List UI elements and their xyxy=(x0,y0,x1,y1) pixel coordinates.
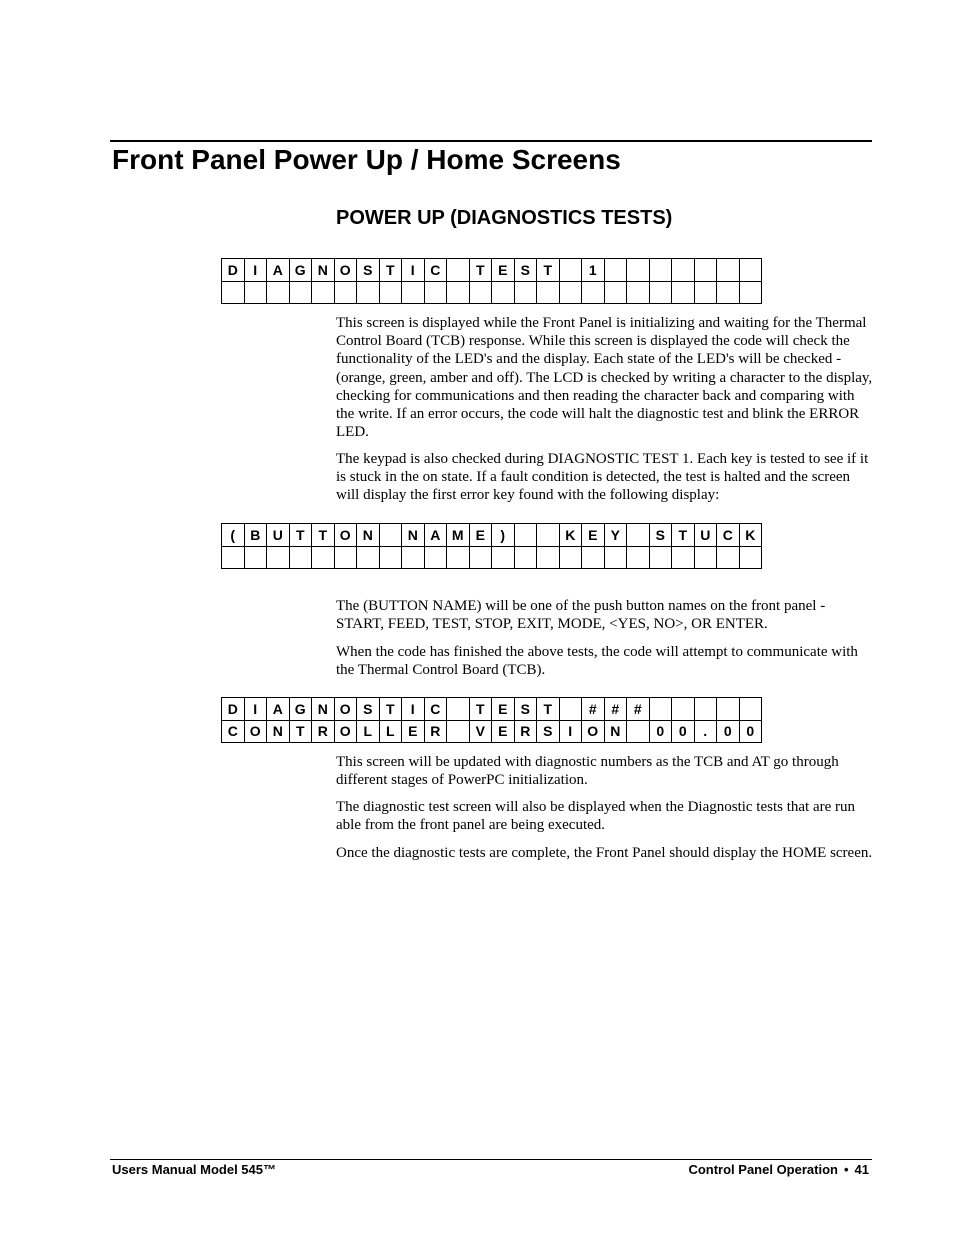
lcd-cell xyxy=(672,546,695,569)
lcd-cell xyxy=(694,698,717,721)
lcd-cell xyxy=(559,546,582,569)
lcd-cell xyxy=(739,259,762,282)
lcd-cell: ) xyxy=(492,524,515,547)
lcd-cell xyxy=(447,720,470,743)
lcd-cell: 0 xyxy=(739,720,762,743)
lcd-cell: L xyxy=(379,720,402,743)
lcd-cell xyxy=(514,546,537,569)
lcd-cell: # xyxy=(604,698,627,721)
lcd-cell xyxy=(312,281,335,304)
lcd-cell: I xyxy=(402,698,425,721)
lcd-cell: # xyxy=(582,698,605,721)
footer-manual-title: Users Manual Model 545™ xyxy=(112,1162,276,1177)
lcd-row xyxy=(222,524,762,547)
lcd-cell xyxy=(537,546,560,569)
lcd-cell xyxy=(289,281,312,304)
paragraph: This screen is displayed while the Front Panel is initializing and waiting for the Thermal Control Board (TCB) response. While this screen is displayed the code will check the functionality of the LED's and the display. Each state of the LED's will be checked - (orange, green, amber and off). The LCD is checked by writing a character to the display, checking for communications and then reading the character back and comparing with the write. If an error occurs, the code will halt the diagnostic test and blink the ERROR LED. xyxy=(336,315,873,441)
lcd-cell: G xyxy=(289,259,312,282)
lcd-cell: A xyxy=(424,524,447,547)
lcd-cell: L xyxy=(357,720,380,743)
lcd-row xyxy=(222,546,762,569)
lcd-cell: C xyxy=(424,698,447,721)
lcd-cell: N xyxy=(267,720,290,743)
lcd-cell: R xyxy=(514,720,537,743)
lcd-cell xyxy=(649,281,672,304)
lcd-cell: N xyxy=(312,259,335,282)
lcd-cell xyxy=(627,259,650,282)
lcd-cell xyxy=(402,546,425,569)
lcd-cell: C xyxy=(222,720,245,743)
lcd-cell xyxy=(739,281,762,304)
lcd-cell xyxy=(447,698,470,721)
lcd-cell: T xyxy=(469,698,492,721)
lcd-cell xyxy=(559,281,582,304)
lcd-cell: B xyxy=(244,524,267,547)
lcd-cell: T xyxy=(379,698,402,721)
lcd-cell: I xyxy=(559,720,582,743)
lcd-row xyxy=(222,720,762,743)
lcd-cell: R xyxy=(424,720,447,743)
lcd-cell xyxy=(379,281,402,304)
lcd-cell: 0 xyxy=(649,720,672,743)
lcd-cell xyxy=(537,524,560,547)
lcd-cell xyxy=(447,546,470,569)
lcd-cell xyxy=(672,281,695,304)
lcd-cell xyxy=(492,281,515,304)
lcd-cell: S xyxy=(357,259,380,282)
lcd-cell: O xyxy=(334,259,357,282)
lcd-cell: T xyxy=(469,259,492,282)
lcd-cell: Y xyxy=(604,524,627,547)
lcd-cell xyxy=(672,259,695,282)
lcd-cell xyxy=(649,698,672,721)
lcd-cell: O xyxy=(244,720,267,743)
paragraph: The (BUTTON NAME) will be one of the push button names on the front panel - START, FEED, TEST, STOP, EXIT, MODE, <YES, NO>, OR ENTER. xyxy=(336,598,826,633)
lcd-display-key-stuck xyxy=(221,523,762,569)
lcd-cell: I xyxy=(402,259,425,282)
lcd-cell xyxy=(717,281,740,304)
lcd-cell xyxy=(222,281,245,304)
lcd-cell xyxy=(379,546,402,569)
section-subheading: POWER UP (DIAGNOSTICS TESTS) xyxy=(336,207,673,229)
lcd-display-controller-version xyxy=(221,697,762,743)
lcd-cell: U xyxy=(694,524,717,547)
lcd-cell xyxy=(447,281,470,304)
lcd-cell xyxy=(717,259,740,282)
lcd-cell: K xyxy=(559,524,582,547)
lcd-cell xyxy=(492,546,515,569)
lcd-row xyxy=(222,698,762,721)
lcd-cell xyxy=(694,281,717,304)
lcd-cell xyxy=(379,524,402,547)
page-heading: Front Panel Power Up / Home Screens xyxy=(112,144,621,175)
lcd-cell: I xyxy=(244,259,267,282)
lcd-cell: C xyxy=(424,259,447,282)
lcd-cell: O xyxy=(334,698,357,721)
lcd-cell: E xyxy=(492,259,515,282)
lcd-cell xyxy=(424,546,447,569)
lcd-cell: E xyxy=(402,720,425,743)
lcd-cell: T xyxy=(289,720,312,743)
lcd-cell xyxy=(267,546,290,569)
lcd-cell xyxy=(424,281,447,304)
lcd-cell: S xyxy=(514,698,537,721)
lcd-cell: O xyxy=(582,720,605,743)
lcd-cell: U xyxy=(267,524,290,547)
paragraph: When the code has finished the above tests, the code will attempt to communicate with the Thermal Control Board (TCB). xyxy=(336,644,858,679)
lcd-cell xyxy=(469,281,492,304)
lcd-cell xyxy=(649,546,672,569)
lcd-cell xyxy=(514,281,537,304)
paragraph: The diagnostic test screen will also be displayed when the Diagnostic tests that are run able from the front panel are being executed. xyxy=(336,799,856,834)
lcd-cell xyxy=(627,720,650,743)
lcd-cell: D xyxy=(222,259,245,282)
lcd-cell xyxy=(627,524,650,547)
lcd-cell xyxy=(267,281,290,304)
lcd-cell: T xyxy=(379,259,402,282)
lcd-cell: S xyxy=(649,524,672,547)
lcd-cell xyxy=(402,281,425,304)
lcd-cell xyxy=(627,281,650,304)
lcd-cell xyxy=(694,546,717,569)
lcd-cell xyxy=(312,546,335,569)
lcd-cell xyxy=(357,281,380,304)
lcd-cell: T xyxy=(537,698,560,721)
lcd-cell: N xyxy=(604,720,627,743)
lcd-cell: G xyxy=(289,698,312,721)
lcd-cell: T xyxy=(289,524,312,547)
lcd-cell: E xyxy=(582,524,605,547)
lcd-cell: I xyxy=(244,698,267,721)
lcd-row xyxy=(222,259,762,282)
lcd-cell xyxy=(289,546,312,569)
lcd-cell: 0 xyxy=(717,720,740,743)
footer-section-name: Control Panel Operation xyxy=(688,1162,838,1177)
lcd-cell: O xyxy=(334,524,357,547)
lcd-cell xyxy=(649,259,672,282)
lcd-cell xyxy=(604,281,627,304)
lcd-cell xyxy=(514,524,537,547)
lcd-cell xyxy=(604,546,627,569)
lcd-cell: V xyxy=(469,720,492,743)
footer-bullet: • xyxy=(843,1162,849,1177)
lcd-cell: N xyxy=(357,524,380,547)
lcd-cell xyxy=(222,546,245,569)
lcd-cell xyxy=(244,281,267,304)
paragraph: The keypad is also checked during DIAGNOSTIC TEST 1. Each key is tested to see if it is stuck in the on state. If a fault condition is detected, the test is halted and the screen will display the first error key found with the following display: xyxy=(336,451,869,504)
lcd-cell: N xyxy=(402,524,425,547)
lcd-cell xyxy=(357,546,380,569)
lcd-cell xyxy=(334,546,357,569)
lcd-cell: T xyxy=(537,259,560,282)
lcd-cell: C xyxy=(717,524,740,547)
lcd-cell xyxy=(244,546,267,569)
lcd-cell xyxy=(559,259,582,282)
lcd-cell xyxy=(582,546,605,569)
lcd-cell: D xyxy=(222,698,245,721)
paragraph: This screen will be updated with diagnostic numbers as the TCB and AT go through different stages of PowerPC initialization. xyxy=(336,754,839,789)
paragraph: Once the diagnostic tests are complete, the Front Panel should display the HOME screen. xyxy=(336,845,873,861)
lcd-cell xyxy=(672,698,695,721)
lcd-cell: A xyxy=(267,259,290,282)
lcd-cell xyxy=(537,281,560,304)
lcd-cell xyxy=(739,546,762,569)
lcd-cell: T xyxy=(672,524,695,547)
lcd-cell: S xyxy=(357,698,380,721)
lcd-cell xyxy=(334,281,357,304)
lcd-cell: T xyxy=(312,524,335,547)
lcd-cell: E xyxy=(492,720,515,743)
lcd-cell: O xyxy=(334,720,357,743)
lcd-cell: A xyxy=(267,698,290,721)
lcd-cell: K xyxy=(739,524,762,547)
lcd-cell xyxy=(604,259,627,282)
lcd-cell xyxy=(717,698,740,721)
lcd-cell xyxy=(582,281,605,304)
lcd-cell xyxy=(739,698,762,721)
lcd-cell xyxy=(559,698,582,721)
lcd-cell: 0 xyxy=(672,720,695,743)
lcd-cell: S xyxy=(537,720,560,743)
footer-page-number: 41 xyxy=(854,1162,869,1177)
lcd-cell: E xyxy=(469,524,492,547)
footer-section-page xyxy=(688,1162,869,1178)
lcd-cell xyxy=(447,259,470,282)
lcd-cell: M xyxy=(447,524,470,547)
lcd-cell: . xyxy=(694,720,717,743)
lcd-cell: 1 xyxy=(582,259,605,282)
lcd-row xyxy=(222,281,762,304)
footer-rule xyxy=(110,1159,872,1160)
lcd-display-diagnostic-test-1 xyxy=(221,258,762,304)
lcd-cell: R xyxy=(312,720,335,743)
lcd-cell xyxy=(717,546,740,569)
lcd-cell xyxy=(469,546,492,569)
lcd-cell xyxy=(627,546,650,569)
lcd-cell: S xyxy=(514,259,537,282)
lcd-cell: ( xyxy=(222,524,245,547)
lcd-cell xyxy=(694,259,717,282)
lcd-cell: N xyxy=(312,698,335,721)
lcd-cell: E xyxy=(492,698,515,721)
lcd-cell: # xyxy=(627,698,650,721)
